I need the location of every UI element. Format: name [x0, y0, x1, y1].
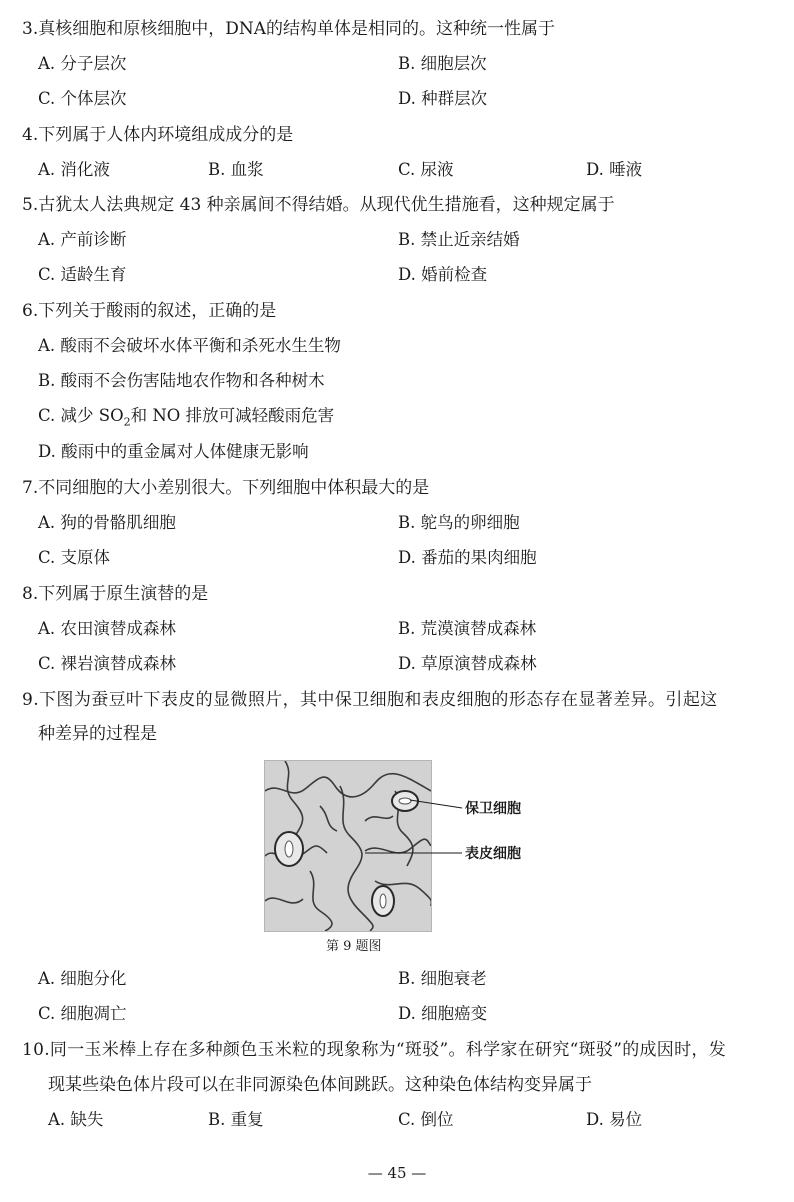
q7-option-c: C. 支原体	[38, 548, 111, 567]
q4-option-c: C. 尿液	[398, 160, 454, 179]
q7-option-b: B. 鸵鸟的卵细胞	[398, 513, 520, 532]
question-9-stem: 9.下图为蚕豆叶下表皮的显微照片，其中保卫细胞和表皮细胞的形态存在显著差异。引起这	[22, 690, 718, 710]
question-5-stem: 5.古犹太人法典规定 43 种亲属间不得结婚。从现代优生措施看，这种规定属于	[22, 195, 615, 215]
question-10-stem-cont: 现某些染色体片段可以在非同源染色体间跳跃。这种染色体结构变异属于	[48, 1075, 592, 1095]
q8-option-c: C. 裸岩演替成森林	[38, 654, 177, 673]
question-9-stem-cont: 种差异的过程是	[38, 724, 157, 744]
q10-option-d: D. 易位	[586, 1110, 643, 1129]
q6-option-c-part1: C. 减少 SO	[38, 406, 124, 425]
question-3-stem: 3.真核细胞和原核细胞中，DNA的结构单体是相同的。这种统一性属于	[22, 19, 556, 39]
question-10-stem: 10.同一玉米棒上存在多种颜色玉米粒的现象称为“斑驳”。科学家在研究“斑驳”的成因时，发	[22, 1040, 726, 1060]
q5-option-a: A. 产前诊断	[38, 230, 127, 249]
q4-option-d: D. 唾液	[586, 160, 643, 179]
q4-option-b: B. 血浆	[208, 160, 264, 179]
q6-option-b: B. 酸雨不会伤害陆地农作物和各种树木	[38, 371, 325, 390]
q10-option-a: A. 缺失	[48, 1110, 104, 1129]
q9-option-d: D. 细胞癌变	[398, 1004, 488, 1023]
label-guard-cell: 保卫细胞	[465, 801, 521, 817]
q5-option-b: B. 禁止近亲结婚	[398, 230, 520, 249]
q9-option-b: B. 细胞衰老	[398, 969, 487, 988]
label-epidermal-cell: 表皮细胞	[465, 846, 521, 862]
q6-option-d: D. 酸雨中的重金属对人体健康无影响	[38, 442, 309, 461]
q9-option-a: A. 细胞分化	[38, 969, 127, 988]
question-8-stem: 8.下列属于原生演替的是	[22, 584, 209, 604]
q5-option-d: D. 婚前检查	[398, 265, 488, 284]
q8-option-b: B. 荒漠演替成森林	[398, 619, 537, 638]
q10-option-b: B. 重复	[208, 1110, 264, 1129]
q4-option-a: A. 消化液	[38, 160, 110, 179]
page-number: — 45 —	[367, 1164, 427, 1182]
q5-option-c: C. 适龄生育	[38, 265, 127, 284]
q3-option-c: C. 个体层次	[38, 89, 127, 108]
q6-option-c-part2: 和 NO 排放可减轻酸雨危害	[130, 406, 335, 425]
q9-option-c: C. 细胞凋亡	[38, 1004, 127, 1023]
question-6-stem: 6.下列关于酸雨的叙述，正确的是	[22, 301, 277, 321]
q6-option-a: A. 酸雨不会破坏水体平衡和杀死水生生物	[38, 336, 341, 355]
question-7-stem: 7.不同细胞的大小差别很大。下列细胞中体积最大的是	[22, 478, 430, 498]
q8-option-d: D. 草原演替成森林	[398, 654, 537, 673]
q8-option-a: A. 农田演替成森林	[38, 619, 176, 638]
q6-option-c-subscript: 2	[123, 415, 131, 429]
question-4-stem: 4.下列属于人体内环境组成成分的是	[22, 125, 294, 145]
q3-option-a: A. 分子层次	[38, 54, 127, 73]
figure-caption: 第 9 题图	[326, 939, 382, 954]
q7-option-a: A. 狗的骨骼肌细胞	[38, 513, 176, 532]
q10-option-c: C. 倒位	[398, 1110, 454, 1129]
q3-option-d: D. 种群层次	[398, 89, 488, 108]
q7-option-d: D. 番茄的果肉细胞	[398, 548, 537, 567]
q3-option-b: B. 细胞层次	[398, 54, 487, 73]
